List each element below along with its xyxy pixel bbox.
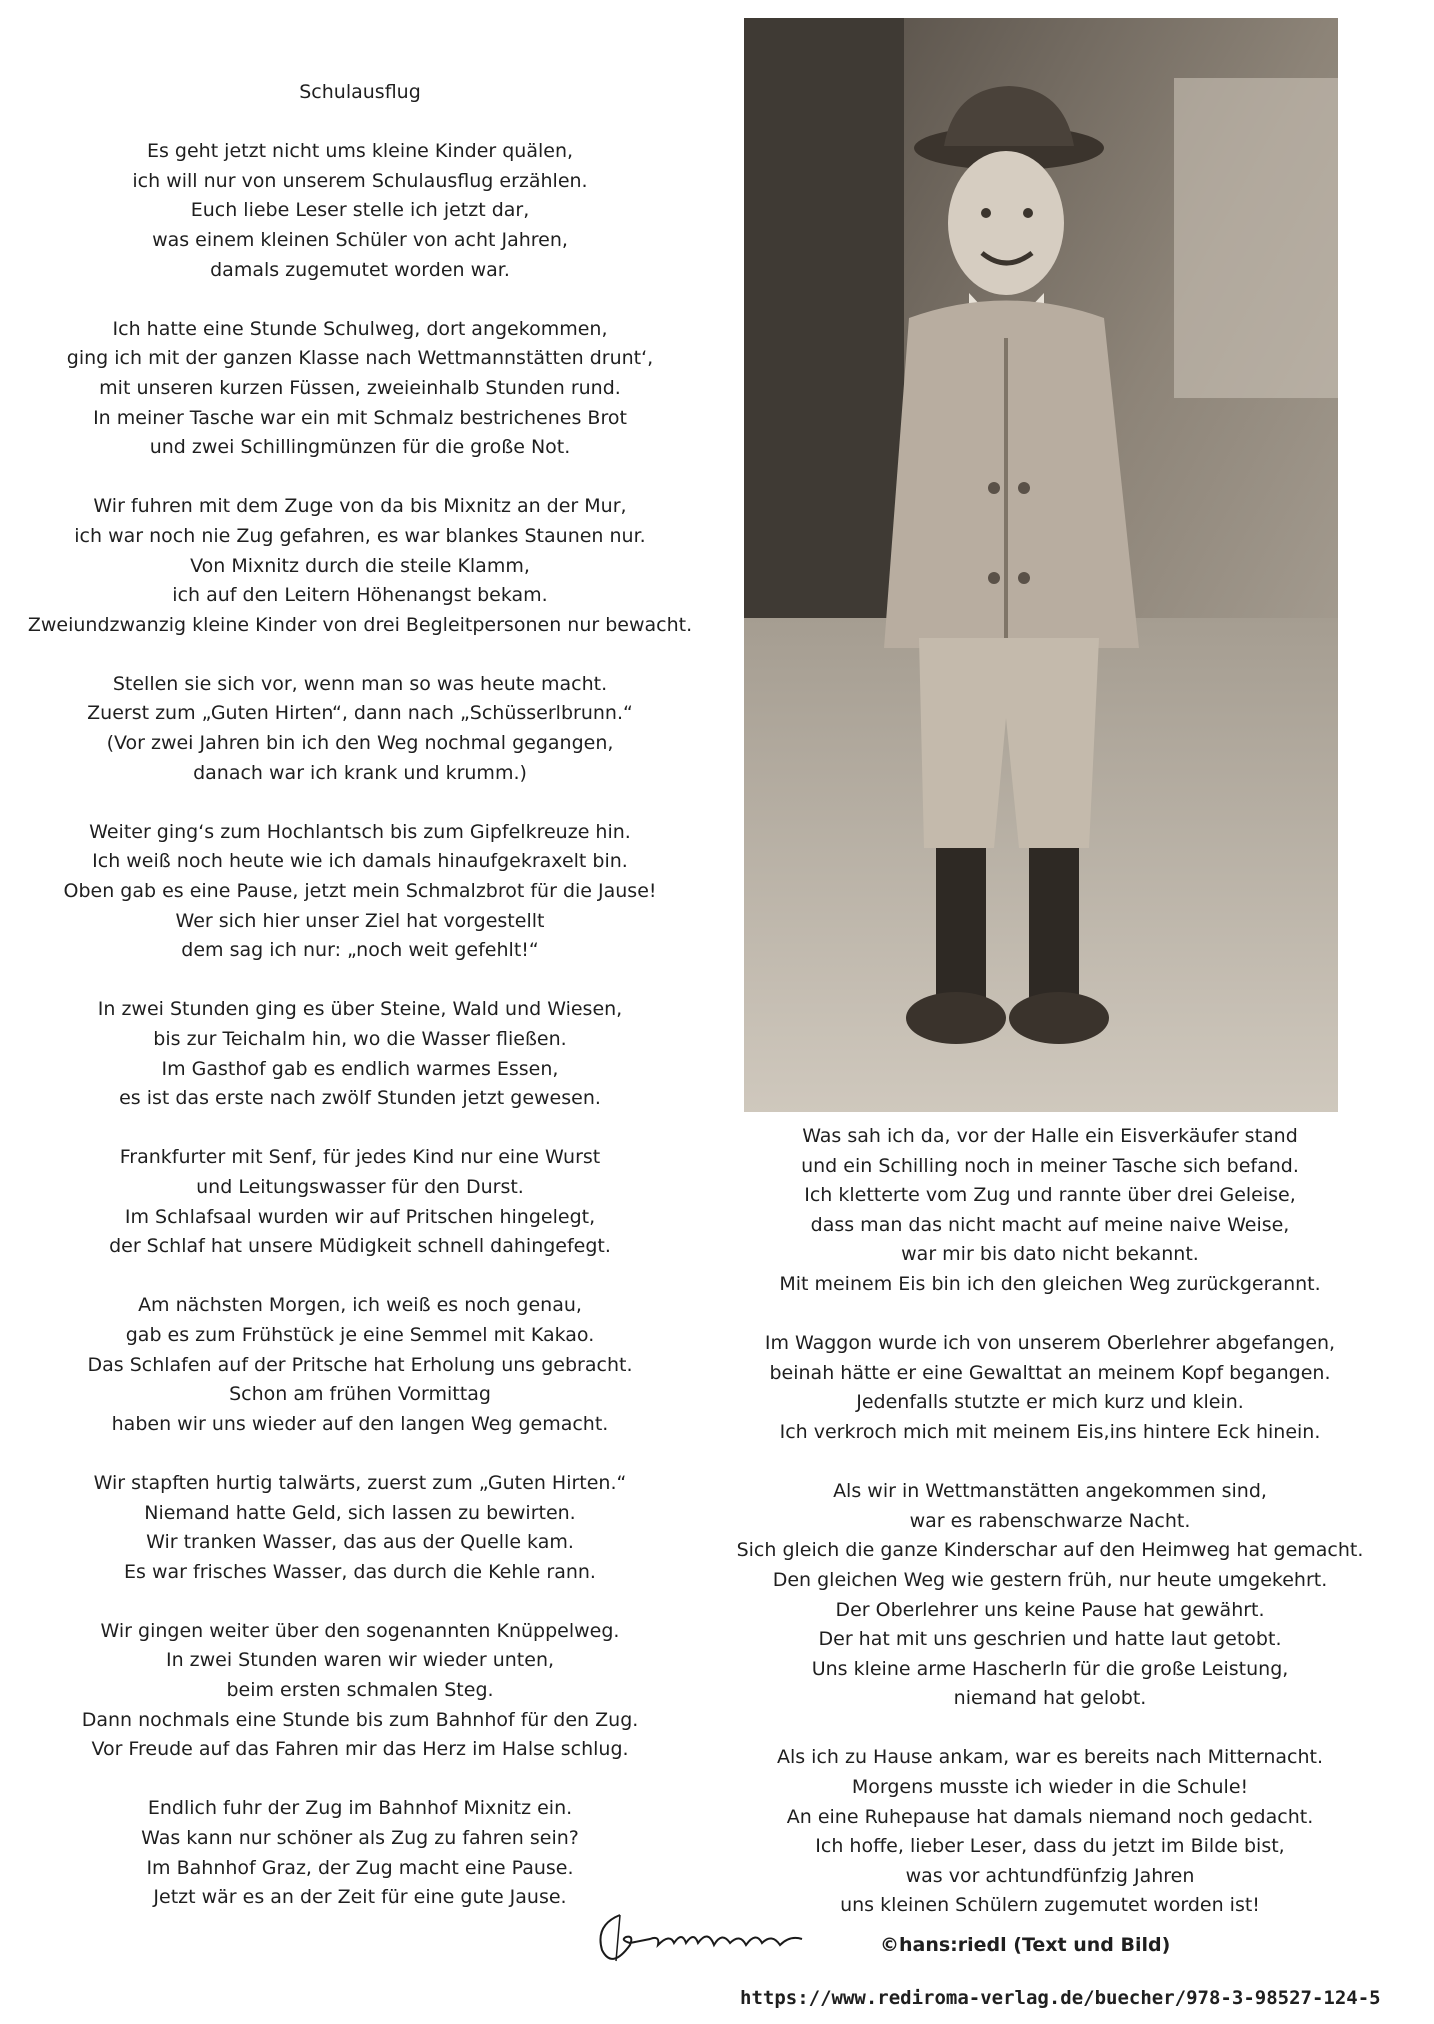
poem-line: der Schlaf hat unsere Müdigkeit schnell dahingefegt. <box>109 1235 611 1258</box>
poem-line: Jedenfalls stutzte er mich kurz und klein. <box>856 1391 1244 1414</box>
stanza <box>0 995 720 1113</box>
right-stanzas <box>700 1122 1400 1921</box>
poem-line: Als ich zu Hause ankam, war es bereits nach Mitternacht. <box>776 1746 1324 1769</box>
poem-line: Oben gab es eine Pause, jetzt mein Schmalzbrot für die Jause! <box>63 880 657 903</box>
poem-line: Ich verkroch mich mit meinem Eis,ins hintere Eck hinein. <box>779 1420 1321 1443</box>
poem-line: war es rabenschwarze Nacht. <box>909 1509 1191 1532</box>
poem-line: Der Oberlehrer uns keine Pause hat gewährt. <box>835 1598 1265 1621</box>
poem-line: Weiter ging‘s zum Hochlantsch bis zum Gipfelkreuze hin. <box>89 820 631 843</box>
poem-line: Ich hatte eine Stunde Schulweg, dort angekommen, <box>112 317 608 340</box>
poem-line: damals zugemutet worden war. <box>210 258 510 281</box>
poem-line: Endlich fuhr der Zug im Bahnhof Mixnitz ein. <box>147 1797 573 1820</box>
poem-line: beinah hätte er eine Gewalttat an meinem Kopf begangen. <box>769 1361 1331 1384</box>
poem-line: Mit meinem Eis bin ich den gleichen Weg zurückgerannt. <box>779 1272 1321 1295</box>
stanza <box>700 1477 1400 1714</box>
poem-line: Euch liebe Leser stelle ich jetzt dar, <box>190 199 530 222</box>
poem-line: In meiner Tasche war ein mit Schmalz bestrichenes Brot <box>93 406 627 429</box>
stanza <box>0 492 720 640</box>
stanza <box>0 818 720 966</box>
poem-line: ich auf den Leitern Höhenangst bekam. <box>172 584 548 607</box>
poem-line: Ich hoffe, lieber Leser, dass du jetzt im Bilde bist, <box>815 1835 1285 1858</box>
poem-line: war mir bis dato nicht bekannt. <box>901 1243 1199 1266</box>
poem-line: bis zur Teichalm hin, wo die Wasser fließen. <box>153 1028 567 1050</box>
poem-line: Schon am frühen Vormittag <box>229 1383 491 1406</box>
poem-line: Den gleichen Weg wie gestern früh, nur heute umgekehrt. <box>772 1568 1328 1591</box>
poem-line: Morgens musste ich wieder in die Schule! <box>851 1776 1249 1799</box>
poem-line: Was kann nur schöner als Zug zu fahren sein? <box>141 1827 579 1850</box>
poem-line: Wir stapften hurtig talwärts, zuerst zum „Guten Hirten.“ <box>93 1471 627 1494</box>
poem-line: Jetzt wär es an der Zeit für eine gute Jause. <box>153 1886 567 1909</box>
poem-line: Wir tranken Wasser, das aus der Quelle kam. <box>146 1531 574 1554</box>
gedichtezauber-signature-logo <box>590 1895 820 1975</box>
stanza <box>0 315 720 463</box>
poem-line: ich will nur von unserem Schulausflug erzählen. <box>132 169 588 192</box>
stanza <box>0 1143 720 1261</box>
poem-line: Stellen sie sich vor, wenn man so was heute macht. <box>112 672 608 695</box>
poem-line: und zwei Schillingmünzen für die große Not. <box>149 436 571 459</box>
poem-line: Sich gleich die ganze Kinderschar auf den Heimweg hat gemacht. <box>736 1539 1364 1562</box>
poem-line: und Leitungswasser für den Durst. <box>196 1175 524 1198</box>
poem-line: Vor Freude auf das Fahren mir das Herz im Halse schlug. <box>91 1738 629 1761</box>
stanza <box>700 1329 1400 1447</box>
poem-line: dass man das nicht macht auf meine naive Weise, <box>810 1213 1290 1236</box>
stanza <box>0 1469 720 1587</box>
poem-line: Frankfurter mit Senf, für jedes Kind nur eine Wurst <box>119 1146 601 1169</box>
boy-photo <box>744 18 1338 1112</box>
poem-line: Uns kleine arme Hascherln für die große Leistung, <box>811 1657 1289 1680</box>
poem-line: und ein Schilling noch in meiner Tasche sich befand. <box>801 1154 1299 1177</box>
poem-line: Der hat mit uns geschrien und hatte laut getobt. <box>818 1628 1282 1651</box>
stanza <box>0 670 720 788</box>
poem-line: In zwei Stunden waren wir wieder unten, <box>165 1649 555 1672</box>
credit-line: ©hans:riedl (Text und Bild) <box>880 1934 1171 1956</box>
poem-line: was vor achtundfünfzig Jahren <box>905 1864 1195 1887</box>
poem-right-column <box>700 1122 1400 1951</box>
poem-line: Wer sich hier unser Ziel hat vorgestellt <box>175 909 545 932</box>
stanza <box>0 1291 720 1439</box>
poem-line: beim ersten schmalen Steg. <box>226 1679 494 1702</box>
poem-line: Was sah ich da, vor der Halle ein Eisverkäufer stand <box>802 1125 1298 1147</box>
poem-line: Niemand hatte Geld, sich lassen zu bewirten. <box>144 1501 576 1524</box>
poem-line: es ist das erste nach zwölf Stunden jetzt gewesen. <box>119 1087 601 1110</box>
poem-line: Es geht jetzt nicht ums kleine Kinder quälen, <box>146 140 574 163</box>
poem-line: Das Schlafen auf der Pritsche hat Erholung uns gebracht. <box>87 1353 633 1376</box>
poem-line: haben wir uns wieder auf den langen Weg gemacht. <box>111 1412 609 1435</box>
poem-title: Schulausflug <box>299 81 421 103</box>
poem-line: Dann nochmals eine Stunde bis zum Bahnhof für den Zug. <box>81 1708 639 1731</box>
poem-line: An eine Ruhepause hat damals niemand noch gedacht. <box>786 1805 1314 1828</box>
poem-line: uns kleinen Schülern zugemutet worden ist! <box>840 1894 1260 1917</box>
poem-line: niemand hat gelobt. <box>953 1687 1147 1710</box>
poem-line: mit unseren kurzen Füssen, zweieinhalb Stunden rund. <box>99 376 621 399</box>
poem-line: Wir gingen weiter über den sogenannten Knüppelweg. <box>100 1619 620 1642</box>
poem-line: Von Mixnitz durch die steile Klamm, <box>190 554 530 577</box>
poem-line: Am nächsten Morgen, ich weiß es noch genau, <box>138 1294 582 1317</box>
poem-line: Im Gasthof gab es endlich warmes Essen, <box>161 1057 559 1080</box>
poem-line: ich war noch nie Zug gefahren, es war blankes Staunen nur. <box>74 524 646 547</box>
poem-line: (Vor zwei Jahren bin ich den Weg nochmal gegangen, <box>106 732 614 755</box>
boy-photo-illustration <box>744 18 1338 1112</box>
poem-line: Im Schlafsaal wurden wir auf Pritschen hingelegt, <box>124 1205 596 1228</box>
poem-line: gab es zum Frühstück je eine Semmel mit Kakao. <box>125 1323 595 1346</box>
poem-line: danach war ich krank und krumm.) <box>193 761 527 784</box>
stanza <box>0 137 720 285</box>
poem-left-column <box>0 78 720 1942</box>
poem-line: Ich weiß noch heute wie ich damals hinaufgekraxelt bin. <box>92 850 628 873</box>
poem-line: was einem kleinen Schüler von acht Jahren, <box>152 228 568 251</box>
poem-line: Zweiundzwanzig kleine Kinder von drei Begleitpersonen nur bewacht. <box>27 613 693 636</box>
poem-line: Im Bahnhof Graz, der Zug macht eine Pause. <box>146 1856 574 1879</box>
stanza <box>700 1122 1400 1300</box>
poem-line: Ich kletterte vom Zug und rannte über drei Geleise, <box>804 1184 1296 1207</box>
book-url[interactable]: https://www.rediroma-verlag.de/buecher/978-3-98527-124-5 <box>740 1987 1381 2009</box>
poem-line: dem sag ich nur: „noch weit gefehlt!“ <box>181 939 539 962</box>
poem-line: Zuerst zum „Guten Hirten“, dann nach „Schüsserlbrunn.“ <box>87 702 633 725</box>
poem-line: Wir fuhren mit dem Zuge von da bis Mixnitz an der Mur, <box>93 495 627 518</box>
poem-line: In zwei Stunden ging es über Steine, Wald und Wiesen, <box>97 998 623 1021</box>
poem-line: Als wir in Wettmanstätten angekommen sind, <box>833 1480 1267 1503</box>
poem-line: Es war frisches Wasser, das durch die Kehle rann. <box>124 1560 596 1583</box>
stanza <box>0 1617 720 1765</box>
poem-line: ging ich mit der ganzen Klasse nach Wettmannstätten drunt‘, <box>66 347 654 370</box>
left-stanzas <box>0 137 720 1913</box>
poem-line: Im Waggon wurde ich von unserem Oberlehrer abgefangen, <box>764 1332 1336 1355</box>
